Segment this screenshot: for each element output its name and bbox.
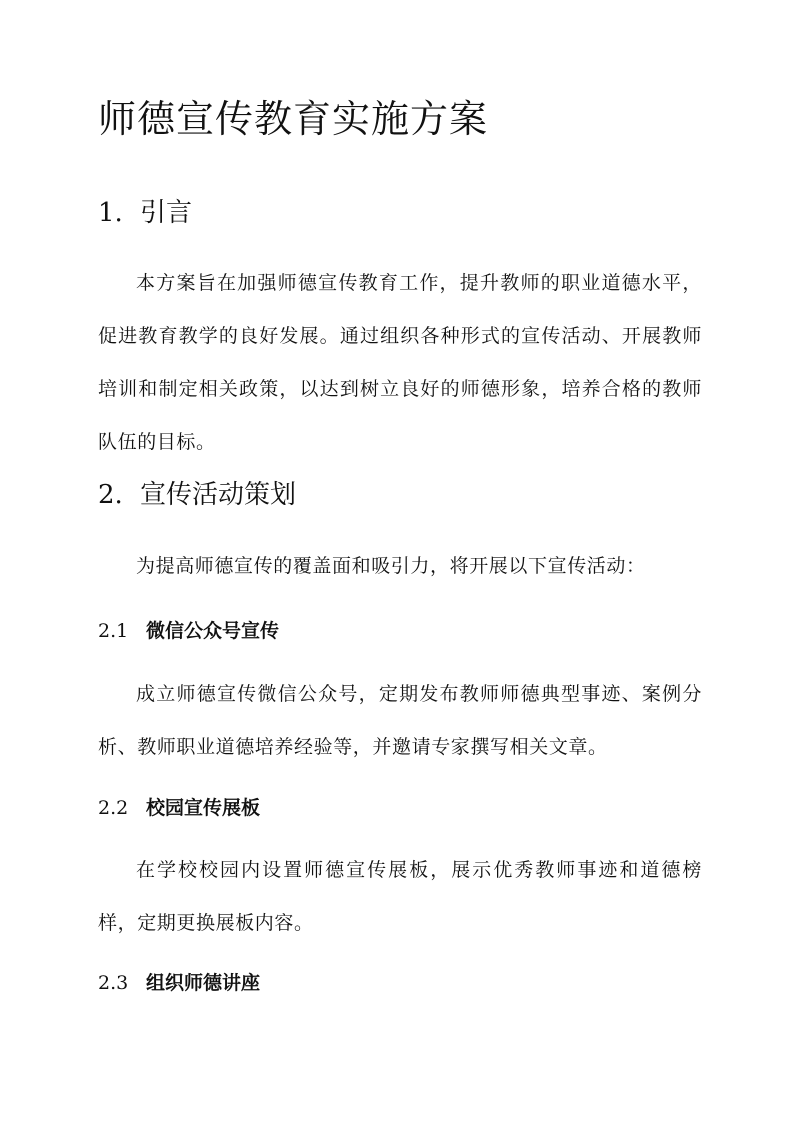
section-number: 2. [98,480,123,510]
section-number: 1. [98,198,123,228]
subsection-title: 校园宣传展板 [146,797,261,819]
wechat-paragraph: 成立师德宣传微信公众号，定期发布教师师德典型事迹、案例分析、教师职业道德培养经验等，并邀请专家撰写相关文章。 [98,683,702,758]
document-title: 师德宣传教育实施方案 [98,97,489,141]
subsection-heading-wechat [98,618,279,644]
subsection-number: 2.3 [98,972,129,994]
subsection-heading-exhibition-boards [98,795,260,821]
subsection-title: 微信公众号宣传 [146,620,280,642]
section-heading-campaign-planning [98,478,296,512]
exhibition-boards-paragraph: 在学校校园内设置师德宣传展板，展示优秀教师事迹和道德榜样，定期更换展板内容。 [98,859,702,934]
subsection-number: 2.2 [98,797,129,819]
introduction-paragraph: 本方案旨在加强师德宣传教育工作，提升教师的职业道德水平，促进教育教学的良好发展。通过组织各种形式的宣传活动、开展教师培训和制定相关政策，以达到树立良好的师德形象，培养合格的教师队伍的目标。 [98,272,702,453]
subsection-heading-lectures [98,970,260,996]
subsection-title: 组织师德讲座 [146,972,261,994]
section-title: 宣传活动策划 [140,480,297,510]
campaign-intro-paragraph: 为提高师德宣传的覆盖面和吸引力，将开展以下宣传活动： [136,555,646,577]
section-heading-introduction [98,196,192,230]
subsection-number: 2.1 [98,620,129,642]
section-title: 引言 [140,198,193,228]
